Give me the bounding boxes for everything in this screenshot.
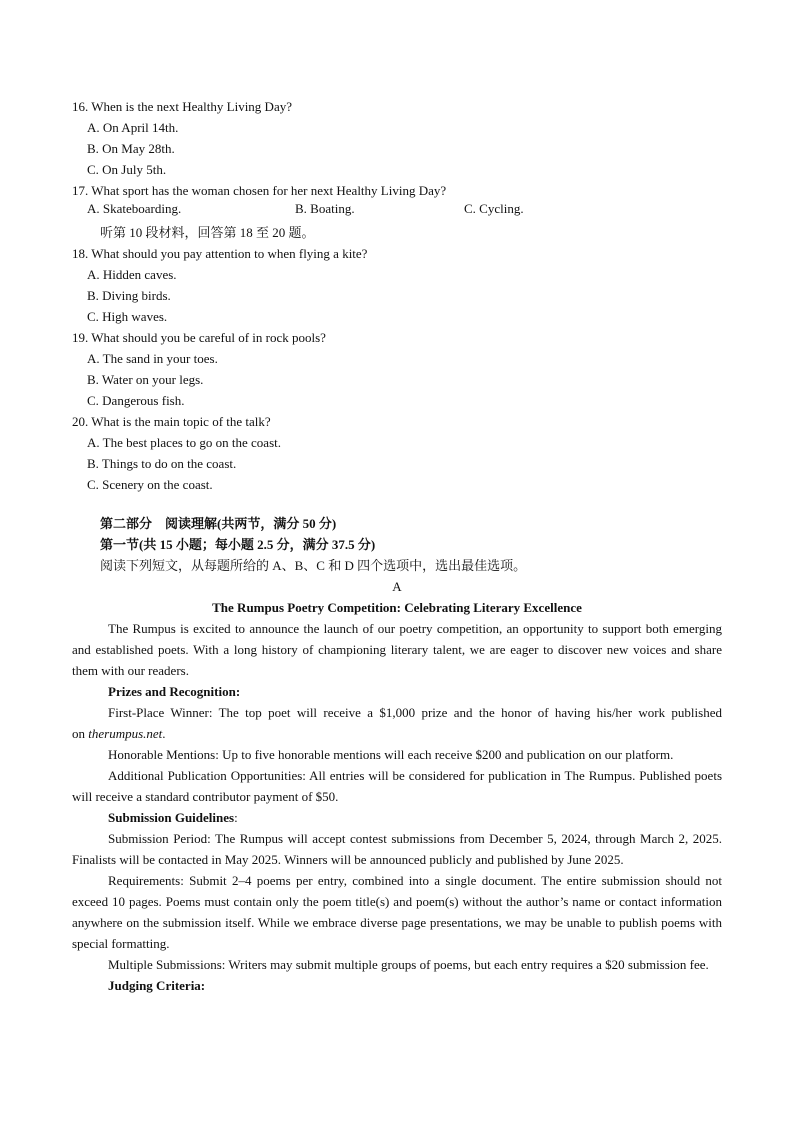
listening-instruction: 听第 10 段材料，回答第 18 至 20 题。 <box>100 225 315 240</box>
question-19: 19. What should you be careful of in rock pools? <box>72 330 326 345</box>
article-intro: The Rumpus is excited to announce the launch of our poetry competition, an opportunity to support both emerging and established poets. With a long history of championing literary talent, we are eager to discover new voices and share them with our readers. <box>72 621 722 678</box>
judging-heading: Judging Criteria: <box>108 978 206 993</box>
q17-options <box>72 201 722 222</box>
honorable-mentions: Honorable Mentions: Up to five honorable mentions will each receive $200 and publication on our platform. <box>108 747 674 762</box>
part2-section1: 第一节(共 15 小题；每小题 2.5 分，满分 37.5 分) <box>100 537 376 552</box>
q20-option-c: C. Scenery on the coast. <box>87 477 213 492</box>
submission-period: Submission Period: The Rumpus will accept contest submissions from December 5, 2024, through March 2, 2025. Finalists will be contacted in May 2025. Winners will be announced publicly and published by June 2025. <box>72 831 722 867</box>
q16-option-c: C. On July 5th. <box>87 162 167 177</box>
q20-option-b: B. Things to do on the coast. <box>87 456 237 471</box>
article-title: The Rumpus Poetry Competition: Celebrating Literary Excellence <box>212 600 582 615</box>
first-place-suffix: . <box>162 726 166 741</box>
part2-title: 第二部分 阅读理解(共两节，满分 50 分) <box>100 516 337 531</box>
guidelines-colon: : <box>234 810 238 825</box>
q20-option-a: A. The best places to go on the coast. <box>87 435 281 450</box>
q17-option-c: C. Cycling. <box>464 201 524 216</box>
question-17: 17. What sport has the woman chosen for her next Healthy Living Day? <box>72 183 447 198</box>
q17-option-b: B. Boating. <box>295 201 355 216</box>
guidelines-heading-text: Submission Guidelines <box>108 810 235 825</box>
q19-option-c: C. Dangerous fish. <box>87 393 185 408</box>
question-18: 18. What should you pay attention to when flying a kite? <box>72 246 368 261</box>
passage-letter: A <box>392 579 402 594</box>
q18-option-c: C. High waves. <box>87 309 168 324</box>
section-spacer <box>72 495 722 513</box>
q18-option-a: A. Hidden caves. <box>87 267 177 282</box>
q16-option-b: B. On May 28th. <box>87 141 175 156</box>
prizes-heading: Prizes and Recognition: <box>108 684 241 699</box>
first-place-line1: First-Place Winner: The top poet will receive a $1,000 prize and the honor of having his/her work published <box>108 705 722 720</box>
q19-option-b: B. Water on your legs. <box>87 372 204 387</box>
question-20: 20. What is the main topic of the talk? <box>72 414 271 429</box>
first-place-line2 <box>72 723 722 744</box>
exam-page <box>72 96 722 996</box>
q17-option-a: A. Skateboarding. <box>87 201 182 216</box>
additional-publication: Additional Publication Opportunities: All entries will be considered for publication in The Rumpus. Published poets will receive a standard contributor payment of $50. <box>72 768 722 804</box>
guidelines-heading <box>72 807 722 828</box>
question-16: 16. When is the next Healthy Living Day? <box>72 99 292 114</box>
requirements: Requirements: Submit 2–4 poems per entry, combined into a single document. The entire submission should not exceed 10 pages. Poems must contain only the poem title(s) and poem(s) without the author’s name or contact information anywhere on the submission itself. While we embrace diverse page presentations, we may be unable to publish poems with special formatting. <box>72 873 722 951</box>
first-place-prefix: on <box>72 726 89 741</box>
q16-option-a: A. On April 14th. <box>87 120 179 135</box>
multiple-submissions: Multiple Submissions: Writers may submit multiple groups of poems, but each entry requires a $20 submission fee. <box>108 957 709 972</box>
q18-option-b: B. Diving birds. <box>87 288 171 303</box>
q19-option-a: A. The sand in your toes. <box>87 351 218 366</box>
part2-instruction: 阅读下列短文，从每题所给的 A、B、C 和 D 四个选项中，选出最佳选项。 <box>100 558 527 573</box>
site-link: therumpus.net <box>88 726 163 741</box>
